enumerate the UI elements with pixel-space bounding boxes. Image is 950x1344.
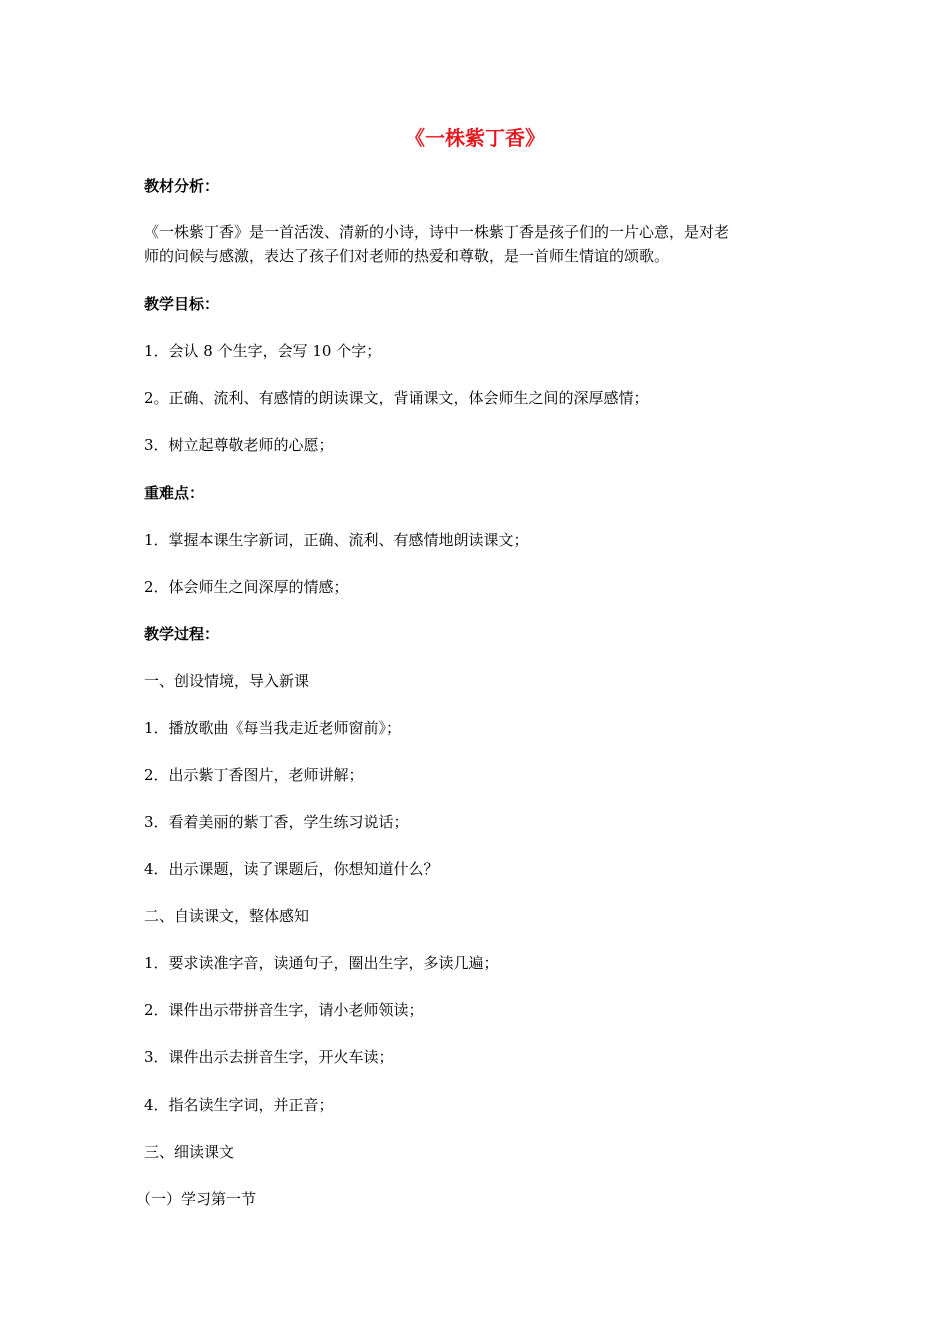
process-part-2-step-2: 2．课件出示带拼音生字，请小老师领读； [144,1001,424,1019]
process-part-2-step-1: 1．要求读准字音，读通句子，圈出生字，多读几遍； [144,954,499,972]
goal-item-2: 2。正确、流利、有感情的朗读课文，背诵课文，体会师生之间的深厚感情； [144,389,649,407]
process-part-2: 二、自读课文，整体感知 [144,907,310,925]
process-heading: 教学过程： [144,625,220,643]
goals-heading: 教学目标： [144,295,220,313]
process-part-3: 三、细读课文 [144,1143,235,1161]
analysis-text-line-1: 《一株紫丁香》是一首活泼、清新的小诗，诗中一株紫丁香是孩子们的一片心意，是对老 [144,223,730,241]
process-part-1-step-3: 3．看着美丽的紫丁香，学生练习说话； [144,813,409,831]
goal-item-3: 3．树立起尊敬老师的心愿； [144,436,334,454]
key-point-1: 1．掌握本课生字新词，正确、流利、有感情地朗读课文； [144,531,529,549]
key-points-heading: 重难点： [144,484,205,502]
goal-item-1: 1．会认 8 个生字，会写 10 个字； [144,342,382,360]
document-title: 《一株紫丁香》 [405,126,545,150]
key-point-2: 2．体会师生之间深厚的情感； [144,578,349,596]
process-part-1-step-1: 1．播放歌曲《每当我走近老师窗前》； [144,719,402,737]
process-part-3-subsection-1: （一）学习第一节 [136,1190,257,1208]
process-part-1-step-2: 2．出示紫丁香图片，老师讲解； [144,766,364,784]
process-part-2-step-4: 4．指名读生字词，并正音； [144,1096,334,1114]
process-part-1: 一、创设情境，导入新课 [144,672,310,690]
analysis-heading: 教材分析： [144,177,220,195]
process-part-1-step-4: 4．出示课题，读了课题后，你想知道什么？ [144,860,439,878]
process-part-2-step-3: 3．课件出示去拼音生字，开火车读； [144,1048,394,1066]
analysis-text-line-2: 师的问候与感激，表达了孩子们对老师的热爱和尊敬，是一首师生情谊的颂歌。 [144,247,670,265]
